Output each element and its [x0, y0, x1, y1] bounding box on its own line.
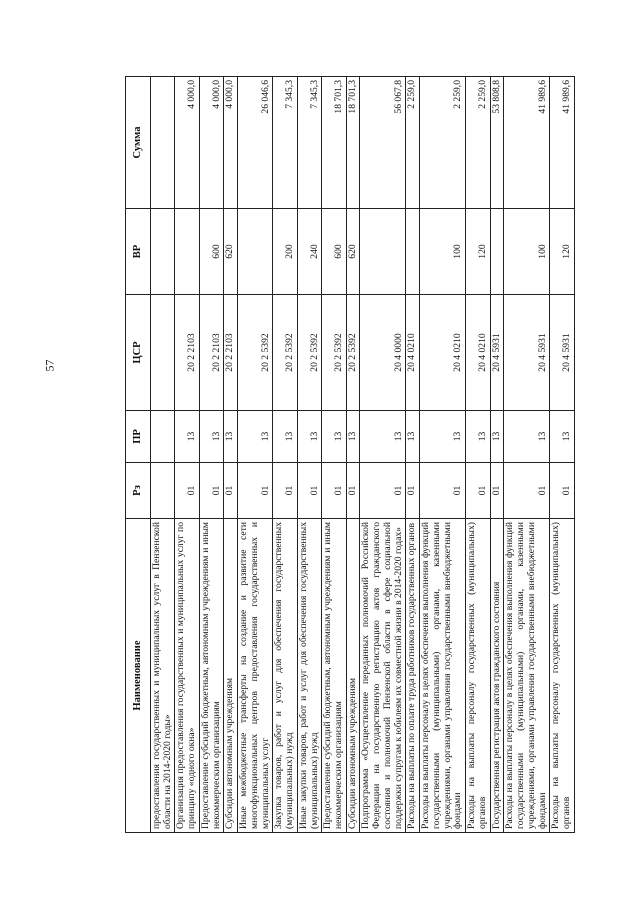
cell-vr [151, 209, 175, 295]
header-pr: ПР [126, 411, 151, 463]
cell-pr: 13 [346, 411, 360, 463]
cell-pr: 13 [504, 411, 550, 463]
cell-csr: 20 4 0210 [420, 295, 466, 411]
cell-vr: 600 [322, 209, 346, 295]
cell-name: Организация предоставления государственных и муниципальных услуг по принципу «одного окна» [175, 519, 199, 833]
cell-rz: 01 [490, 463, 504, 519]
header-name: Наименование [126, 519, 151, 833]
cell-csr [151, 295, 175, 411]
cell-sum: 4 000,0 [175, 77, 199, 209]
cell-name: Расходы на выплаты персоналу в целях обеспечения выполнения функций государственными (муниципальными) органами, казенными учреждениями, органами управления государственными внебюджетными фондами [504, 519, 550, 833]
cell-sum: 7 345,3 [273, 77, 297, 209]
table-row [322, 77, 346, 833]
cell-sum: 2 259,0 [466, 77, 490, 209]
cell-pr [151, 411, 175, 463]
cell-pr: 13 [322, 411, 346, 463]
table-row [199, 77, 223, 833]
table-row [273, 77, 297, 833]
cell-pr: 13 [175, 411, 199, 463]
cell-vr [175, 209, 199, 295]
header-csr: ЦСР [126, 295, 151, 411]
header-rz: Рз [126, 463, 151, 519]
cell-rz: 01 [199, 463, 223, 519]
cell-pr: 13 [420, 411, 466, 463]
header-sum: Сумма [126, 77, 151, 209]
cell-rz: 01 [273, 463, 297, 519]
cell-csr: 20 4 0210 [406, 295, 420, 411]
table-row [504, 77, 550, 833]
cell-csr: 20 4 0210 [466, 295, 490, 411]
cell-pr: 13 [490, 411, 504, 463]
table-row [238, 77, 273, 833]
cell-csr: 20 4 0000 [360, 295, 406, 411]
cell-pr: 13 [199, 411, 223, 463]
cell-name: Расходы на выплаты персоналу в целях обеспечения выполнения функций государственными (муниципальными) органами, казенными учреждениями, органами управления государственными внебюджетными фондами [420, 519, 466, 833]
cell-sum: 41 989,6 [550, 77, 574, 209]
table-row [297, 77, 321, 833]
table-row [550, 77, 574, 833]
cell-pr: 13 [466, 411, 490, 463]
cell-name: Предоставление субсидий бюджетным, автономным учреждениям и иным некоммерческим организациям [199, 519, 223, 833]
cell-rz: 01 [297, 463, 321, 519]
cell-sum: 2 259,0 [406, 77, 420, 209]
cell-sum: 41 989,6 [504, 77, 550, 209]
cell-rz: 01 [466, 463, 490, 519]
cell-csr: 20 2 2103 [199, 295, 223, 411]
cell-pr: 13 [238, 411, 273, 463]
table-row [346, 77, 360, 833]
cell-pr: 13 [224, 411, 238, 463]
cell-pr: 13 [273, 411, 297, 463]
table-row [420, 77, 466, 833]
cell-csr: 20 2 5392 [346, 295, 360, 411]
cell-vr: 100 [504, 209, 550, 295]
cell-sum: 4 000,0 [199, 77, 223, 209]
cell-csr: 20 2 5392 [322, 295, 346, 411]
cell-rz [151, 463, 175, 519]
cell-sum: 56 067,8 [360, 77, 406, 209]
cell-name: Закупка товаров, работ и услуг для обеспечения государственных (муниципальных) нужд [273, 519, 297, 833]
cell-csr: 20 4 5931 [490, 295, 504, 411]
cell-name: Расходы на выплаты персоналу государственных (муниципальных) органов [466, 519, 490, 833]
cell-sum: 18 701,3 [322, 77, 346, 209]
table-row [224, 77, 238, 833]
table-row [151, 77, 175, 833]
cell-name: Государственная регистрация актов гражданского состояния [490, 519, 504, 833]
cell-name: Иные закупки товаров, работ и услуг для обеспечения государственных (муниципальных) нужд [297, 519, 321, 833]
cell-rz: 01 [406, 463, 420, 519]
cell-vr [490, 209, 504, 295]
cell-sum [151, 77, 175, 209]
cell-csr: 20 2 5392 [238, 295, 273, 411]
cell-name: Субсидии автономным учреждениям [346, 519, 360, 833]
table-row [466, 77, 490, 833]
cell-csr: 20 2 2103 [175, 295, 199, 411]
cell-sum: 18 701,3 [346, 77, 360, 209]
cell-rz: 01 [346, 463, 360, 519]
page-number: 57 [42, 359, 57, 372]
cell-csr: 20 2 2103 [224, 295, 238, 411]
table-row [360, 77, 406, 833]
cell-name: предоставления государственных и муниципальных услуг в Пензенской области на 2014-2020 годы» [151, 519, 175, 833]
cell-vr [360, 209, 406, 295]
cell-pr: 13 [297, 411, 321, 463]
cell-sum: 7 345,3 [297, 77, 321, 209]
cell-csr: 20 4 5931 [504, 295, 550, 411]
cell-rz: 01 [322, 463, 346, 519]
cell-csr: 20 2 5392 [273, 295, 297, 411]
cell-rz: 01 [360, 463, 406, 519]
cell-csr: 20 2 5392 [297, 295, 321, 411]
cell-vr [406, 209, 420, 295]
cell-name: Предоставление субсидий бюджетным, автономным учреждениям и иным некоммерческим организациям [322, 519, 346, 833]
cell-rz: 01 [224, 463, 238, 519]
rotated-table-wrapper [125, 77, 595, 833]
header-vr: ВР [126, 209, 151, 295]
cell-vr: 620 [346, 209, 360, 295]
cell-vr: 240 [297, 209, 321, 295]
table-row [175, 77, 199, 833]
cell-sum: 53 808,8 [490, 77, 504, 209]
cell-rz: 01 [175, 463, 199, 519]
cell-pr: 13 [406, 411, 420, 463]
cell-sum: 2 259,0 [420, 77, 466, 209]
cell-name: Иные межбюджетные трансферты на создание и развитие сети многофункциональных центров предоставления государственных и муниципальных услуг [238, 519, 273, 833]
cell-pr: 13 [550, 411, 574, 463]
cell-vr: 600 [199, 209, 223, 295]
table-row [490, 77, 504, 833]
cell-vr: 120 [466, 209, 490, 295]
cell-rz: 01 [238, 463, 273, 519]
cell-sum: 26 046,6 [238, 77, 273, 209]
cell-vr: 100 [420, 209, 466, 295]
cell-vr [238, 209, 273, 295]
cell-rz: 01 [420, 463, 466, 519]
cell-rz: 01 [504, 463, 550, 519]
cell-vr: 620 [224, 209, 238, 295]
cell-name: Подпрограмма «Осуществление переданных полномочий Российской Федерации на государственную регистрацию актов гражданского состояния и полномочий Пензенской области в сфере социальной поддержки супругам к юбилеям их совместной жизни в 2014-2020 годах» [360, 519, 406, 833]
cell-name: Расходы на выплаты персоналу государственных (муниципальных) органов [550, 519, 574, 833]
cell-vr: 120 [550, 209, 574, 295]
cell-rz: 01 [550, 463, 574, 519]
table-row [406, 77, 420, 833]
cell-sum: 4 000,0 [224, 77, 238, 209]
cell-pr: 13 [360, 411, 406, 463]
cell-csr: 20 4 5931 [550, 295, 574, 411]
table-header-row [126, 77, 151, 833]
cell-name: Субсидии автономным учреждениям [224, 519, 238, 833]
cell-vr: 200 [273, 209, 297, 295]
cell-name: Расходы на выплаты по оплате труда работников государственных органов [406, 519, 420, 833]
budget-table [125, 76, 575, 833]
